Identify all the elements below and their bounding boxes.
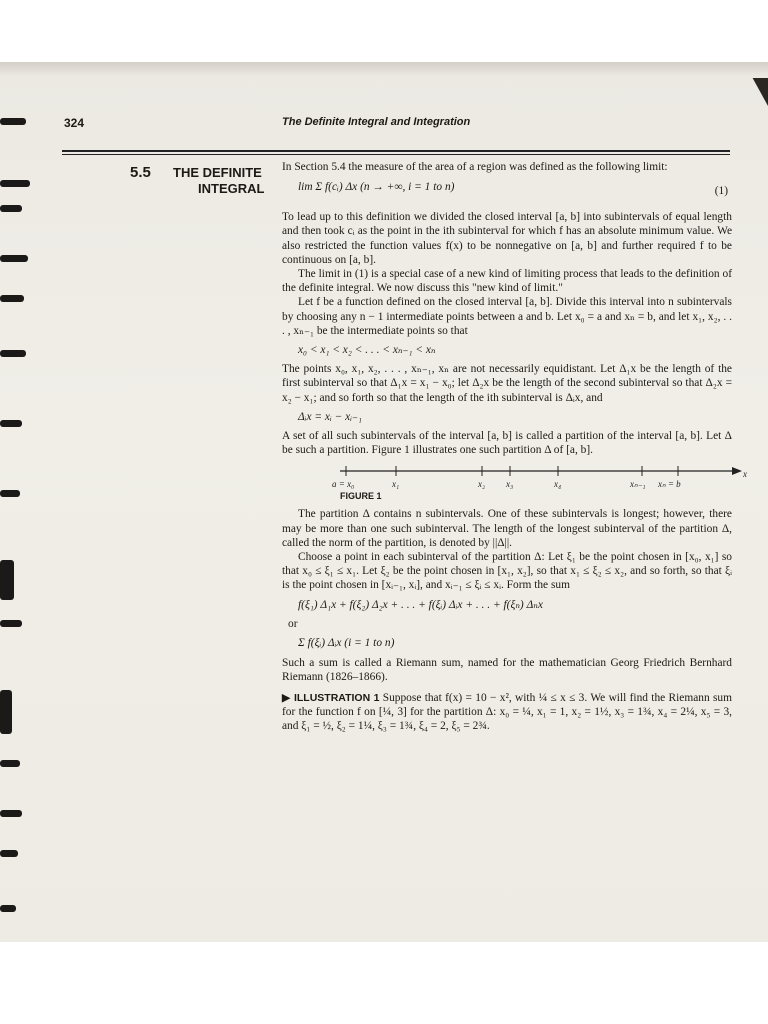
binding-mark xyxy=(0,205,22,212)
binding-mark xyxy=(0,560,14,600)
header-rule-thin xyxy=(62,154,730,155)
binding-mark xyxy=(0,760,20,767)
equation: x₀ < x₁ < x₂ < . . . < xₙ₋₁ < xₙ xyxy=(298,344,436,357)
running-head: The Definite Integral and Integration xyxy=(282,116,471,128)
paragraph: The limit in (1) is a special case of a new kind of limiting process that leads to the definition of the definite integral. We now discuss this "new kind of limit." xyxy=(282,268,732,295)
tick-label: xₙ₋₁ xyxy=(630,479,646,490)
binding-mark xyxy=(0,850,18,857)
header-rule xyxy=(62,150,730,152)
binding-mark xyxy=(0,350,26,357)
tick-label: xₙ = b xyxy=(658,479,681,490)
equation-number: (1) xyxy=(714,185,728,198)
binding-mark xyxy=(0,255,28,262)
figure-caption: FIGURE 1 xyxy=(340,491,382,502)
tick-label: x₃ xyxy=(506,479,514,490)
section-number: 5.5 xyxy=(130,164,151,181)
paragraph: or xyxy=(288,617,298,630)
paragraph: The partition Δ contains n subintervals. One of these subintervals is longest; however, there may be more than one such subinterval. The length of the longest subinterval of the partition Δ, called the norm of the partition, is denoted by ||Δ||. xyxy=(282,508,732,549)
tick-label: x₄ xyxy=(554,479,562,490)
section-title-line2: INTEGRAL xyxy=(198,181,265,196)
equation-1 xyxy=(282,180,732,206)
illustration xyxy=(282,691,732,734)
paragraph: Choose a point in each subinterval of the partition Δ: Let ξ₁ be the point chosen in [x₀, x₁] so that x₀ ≤ ξ₁ ≤ x₁. Let ξ₂ be the point chosen in [x₁, x₂], so that x₁ ≤ ξ₂ ≤ x₂, and so forth, so that ξᵢ is the point chosen in [xᵢ₋₁, xᵢ], and xᵢ₋₁ ≤ ξᵢ ≤ xᵢ. Form the sum xyxy=(282,551,732,592)
binding-mark xyxy=(0,810,22,817)
figure-1 xyxy=(282,463,747,502)
main-text xyxy=(282,160,747,733)
paragraph: In Section 5.4 the measure of the area of a region was defined as the following limit: xyxy=(282,161,668,173)
paragraph: Let f be a function defined on the closed interval [a, b]. Divide this interval into n subintervals by choosing any n − 1 intermediate points between a and b. Let x₀ = a and xₙ = b, and let x₁, x₂, . . . , xₙ₋₁ be the intermediate points so that xyxy=(282,296,732,337)
page-edge-shadow xyxy=(0,62,768,76)
illustration-text: Suppose that f(x) = 10 − x², with ¼ ≤ x ≤ 3. We will find the Riemann sum for the function f on [¼, 3] for the partition Δ: x₀ = ¼, x₁ = 1, x₂ = 1½, x₃ = 1¾, x₄ = 2¼, x₅ = 3, and ξ₁ = ½, ξ₂ = 1¼, ξ₃ = 1¾, ξ₄ = 2, ξ₅ = 2¾. xyxy=(282,691,732,733)
binding-mark xyxy=(0,180,30,187)
section-title-line1: THE DEFINITE xyxy=(173,165,262,180)
tick-label: x₂ xyxy=(478,479,486,490)
tick-label: x₁ xyxy=(392,479,400,490)
equation: Δᵢx = xᵢ − xᵢ₋₁ xyxy=(298,410,362,423)
equation: f(ξ₁) Δ₁x + f(ξ₂) Δ₂x + . . . + f(ξᵢ) Δᵢx + . . . + f(ξₙ) Δₙx xyxy=(298,598,543,611)
paragraph: The points x₀, x₁, x₂, . . . , xₙ₋₁, xₙ are not necessarily equidistant. Let Δ₁x be the length of the first subinterval so that Δ₁x = x₁ − x₀; let Δ₂x be the length of the second subinterval so that Δ₂x = x₂ − x₁; and so forth so that the length of the ith subinterval is Δᵢx, and xyxy=(282,363,732,404)
tick-label: a = x₀ xyxy=(332,479,355,490)
arrow-icon xyxy=(732,467,742,475)
page-number: 324 xyxy=(64,116,85,130)
paragraph: To lead up to this definition we divided the closed interval [a, b] into subintervals of equal length and then took cᵢ as the point in the ith subinterval for which f has an absolute minimum value. We also restricted the function values f(x) to be nonnegative on [a, b] and further required f to be continuous on [a, b]. xyxy=(282,211,732,266)
paragraph: A set of all such subintervals of the interval [a, b] is called a partition of the interval [a, b]. Let Δ be such a partition. Figure 1 illustrates one such partition Δ of [a, b]. xyxy=(282,430,732,457)
paragraph: Such a sum is called a Riemann sum, named for the mathematician Georg Friedrich Bernhard Riemann (1826–1866). xyxy=(282,657,732,684)
binding-mark xyxy=(0,420,22,427)
binding-mark xyxy=(0,295,24,302)
equation: lim Σ f(cᵢ) Δx (n → +∞, i = 1 to n) xyxy=(298,181,455,194)
binding-mark xyxy=(0,118,26,125)
binding-mark xyxy=(0,905,16,912)
equation: Σ f(ξᵢ) Δᵢx (i = 1 to n) xyxy=(298,637,395,650)
illustration-label: ▶ ILLUSTRATION 1 xyxy=(282,691,380,704)
binding-mark xyxy=(0,490,20,497)
partition-number-line xyxy=(332,463,752,489)
axis-label: x xyxy=(743,469,747,480)
binding-mark xyxy=(0,620,22,627)
binding-mark xyxy=(0,690,12,734)
